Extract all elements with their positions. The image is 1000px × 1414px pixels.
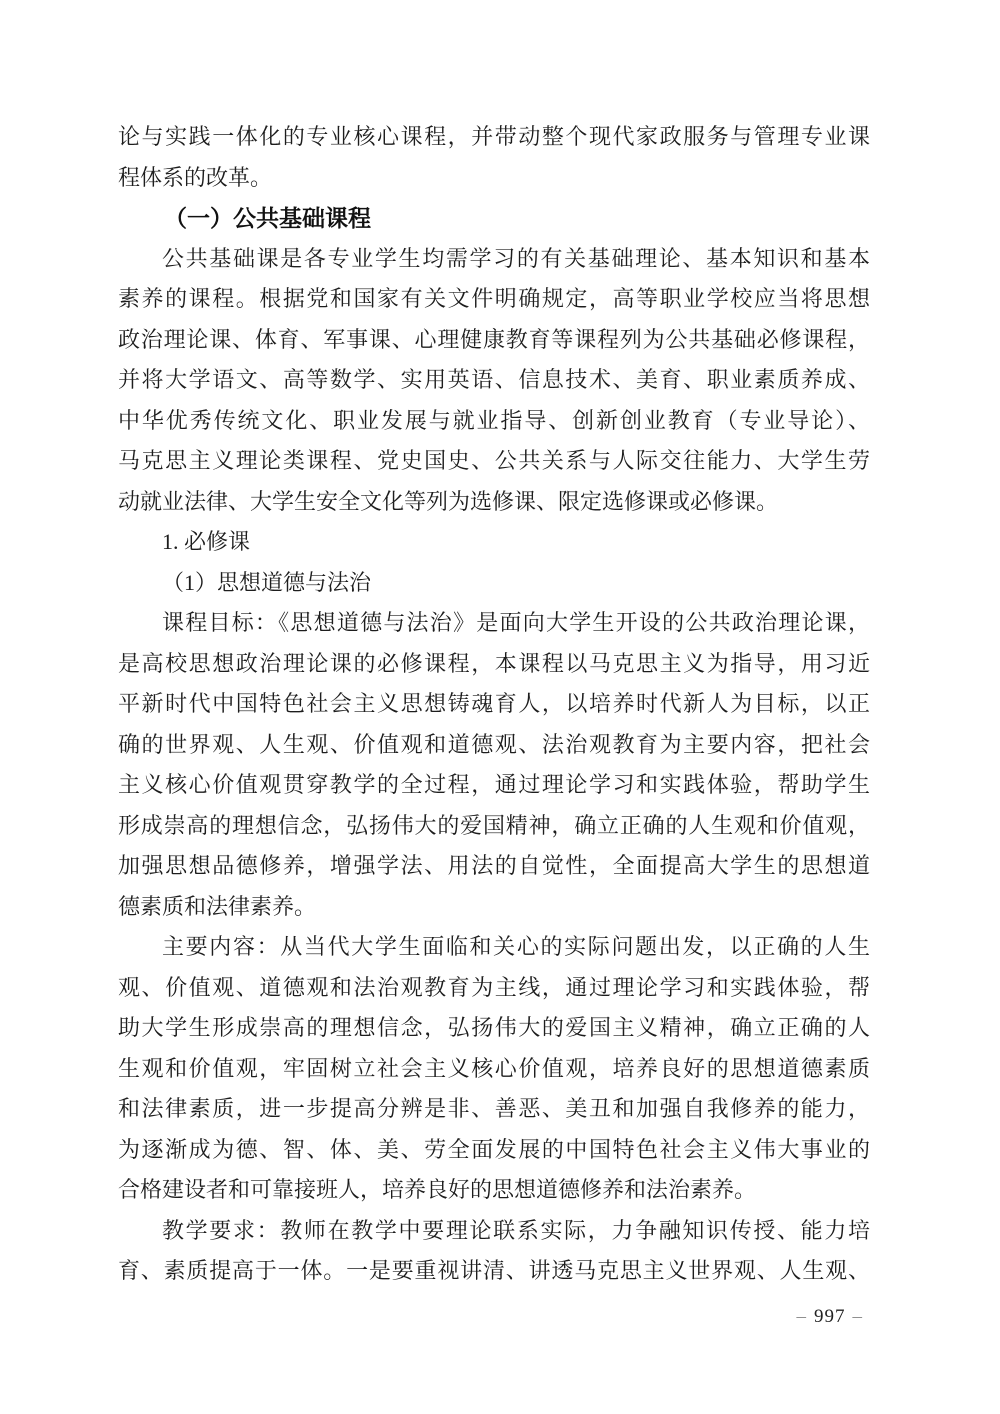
text-line: 马克思主义理论类课程、党史国史、公共关系与人际交往能力、大学生劳 [118, 448, 870, 473]
text-line: 主要内容：从当代大学生面临和关心的实际问题出发，以正确的人生 [162, 934, 870, 959]
text-line: 观、价值观、道德观和法治观教育为主线，通过理论学习和实践体验，帮 [118, 974, 870, 1000]
text-line: 德素质和法律素养。 [118, 893, 317, 919]
text-line: 论与实践一体化的专业核心课程，并带动整个现代家政服务与管理专业课 [118, 124, 870, 149]
page-footer [790, 1306, 871, 1328]
text-line: 和法律素质，进一步提高分辨是非、善恶、美丑和加强自我修养的能力， [118, 1096, 870, 1121]
text-line: 中华优秀传统文化、职业发展与就业指导、创新创业教育（专业导论）、 [118, 407, 870, 433]
text-line: （1）思想道德与法治 [162, 569, 372, 595]
text-line: 平新时代中国特色社会主义思想铸魂育人，以培养时代新人为目标，以正 [118, 691, 870, 716]
text-line: 育、素质提高于一体。一是要重视讲清、讲透马克思主义世界观、人生观、 [118, 1258, 870, 1283]
text-line: 合格建设者和可靠接班人，培养良好的思想道德修养和法治素养。 [118, 1177, 757, 1202]
text-line: 政治理论课、体育、军事课、心理健康教育等课程列为公共基础必修课程， [118, 326, 870, 352]
text-line: 课程目标：《思想道德与法治》是面向大学生开设的公共政治理论课， [162, 610, 870, 635]
text-line: 教学要求：教师在教学中要理论联系实际，力争融知识传授、能力培 [162, 1217, 870, 1243]
text-line: 主义核心价值观贯穿教学的全过程，通过理论学习和实践体验，帮助学生 [118, 772, 870, 797]
text-line: 动就业法律、大学生安全文化等列为选修课、限定选修课或必修课。 [118, 488, 779, 514]
page-number: 997 [814, 1306, 846, 1327]
text-line: 程体系的改革。 [118, 164, 273, 190]
text-line: 加强思想品德修养，增强学法、用法的自觉性，全面提高大学生的思想道 [118, 853, 870, 878]
text-line: （一）公共基础课程 [164, 205, 371, 231]
text-line: 为逐渐成为德、智、体、美、劳全面发展的中国特色社会主义伟大事业的 [118, 1136, 870, 1162]
text-line: 生观和价值观，牢固树立社会主义核心价值观，培养良好的思想道德素质 [118, 1055, 870, 1081]
text-line: 是高校思想政治理论课的必修课程，本课程以马克思主义为指导，用习近 [118, 650, 870, 676]
text-line: 素养的课程。根据党和国家有关文件明确规定，高等职业学校应当将思想 [118, 286, 870, 311]
text-line: 公共基础课是各专业学生均需学习的有关基础理论、基本知识和基本 [162, 245, 870, 271]
footer-dash-left: – [796, 1306, 807, 1327]
document-text-block [118, 117, 870, 1292]
text-line: 并将大学语文、高等数学、实用英语、信息技术、美育、职业素质养成、 [118, 367, 870, 392]
text-line: 助大学生形成崇高的理想信念，弘扬伟大的爱国主义精神，确立正确的人 [118, 1015, 870, 1040]
text-line: 确的世界观、人生观、价值观和道德观、法治观教育为主要内容，把社会 [118, 731, 870, 757]
text-line: 1. 必修课 [162, 529, 251, 554]
footer-dash-right: – [852, 1306, 863, 1327]
text-line: 形成崇高的理想信念，弘扬伟大的爱国精神，确立正确的人生观和价值观， [118, 812, 870, 838]
